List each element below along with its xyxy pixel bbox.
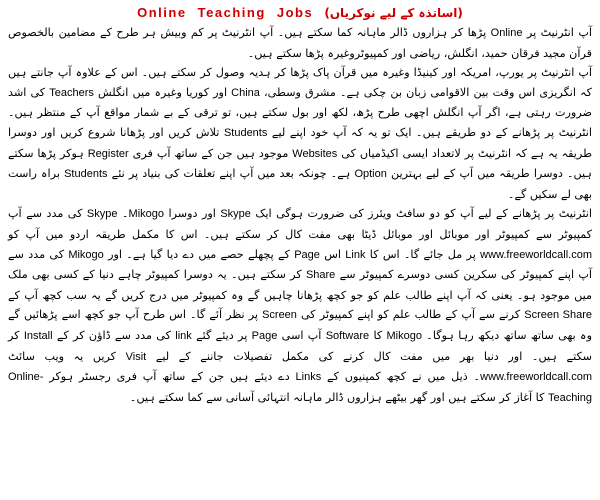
urdu-text: ہے۔ چونکہ بعد میں آپ اپنے تعلقات کی بنیاد پر نئے bbox=[107, 167, 355, 181]
english-term: Software bbox=[325, 329, 370, 342]
urdu-text: کریں یہ ویب سائٹ bbox=[8, 349, 126, 363]
english-term: Mikogo bbox=[128, 208, 164, 221]
urdu-text: کی مدد سے آپ اپنے کمپیوٹر کی سکرین کسی دوسرے کمپیوٹر سے bbox=[8, 247, 592, 282]
english-term: Teachers bbox=[49, 86, 94, 99]
urdu-text: کا آغاز کر سکتے ہیں اور گھر بیٹھے ہزاروں ڈالر ماہانہ انتہائی آسانی سے کما سکتے ہیں۔ bbox=[129, 390, 548, 404]
title-row bbox=[8, 2, 592, 22]
urdu-text: کا bbox=[369, 328, 387, 342]
english-term: Mikogo bbox=[386, 329, 422, 342]
urdu-text: کی مدد سے ڈاؤن کر کے bbox=[52, 328, 176, 342]
urdu-text: آپ اسی bbox=[277, 328, 326, 342]
title-english: Online Teaching Jobs bbox=[137, 5, 314, 20]
urdu-text: انٹرنیٹ پر پڑھانے کے لیے آپ کو دو سافٹ ویئرز کی ضرورت ہوگی ایک bbox=[250, 207, 592, 221]
english-term: www.freeworldcall.com bbox=[480, 248, 592, 261]
english-term: Install bbox=[23, 329, 53, 342]
urdu-text: پر دیئے گئے bbox=[191, 328, 252, 342]
urdu-text: پر نظر آئے گا۔ اس طرح آپ جو کچھ اسے پڑھائیں گے وہ بھی ساتھ ساتھ دیکھ رہا ہوگا۔ bbox=[8, 308, 592, 342]
english-term: Mikogo bbox=[68, 248, 104, 261]
english-term: Online-Teaching bbox=[8, 371, 592, 404]
urdu-text: ۔ bbox=[117, 207, 129, 221]
urdu-text: کر سکتے ہیں۔ یہ دوسرا کمپیوٹر چاہے دنیا کے کسی بھی ملک میں موجود ہو۔ یعنی کہ آپ اپنے طالب علم کو جو کچھ پڑھانا چاہیں گے وہ کمپیوٹر میں درج کریں گے یہ سب کچھ آپ کے bbox=[8, 268, 592, 302]
urdu-text: پڑھا کر ہزاروں ڈالر ماہانہ کما سکتے ہیں۔ آپ انٹرنیٹ پر کم وبیش ہر طرح کے مضامین بالخصوص قرآن مجید فرقان حمید، انگلش، ریاضی اور کمپیوٹروغیرہ پڑھا سکتے ہیں۔ bbox=[8, 26, 592, 60]
article-body bbox=[8, 23, 592, 408]
urdu-text: تلاش کریں اور پڑھانا شروع کریں اور دوسرا طریقہ یہ ہے کہ انٹرنیٹ پر لاتعداد ایسی اکیڈمیاں کی bbox=[8, 125, 592, 160]
english-term: Page bbox=[294, 248, 320, 261]
urdu-text: آپ انٹرنیٹ پر یورپ، امریکہ اور کینیڈا وغیرہ میں قرآن پاک پڑھا کر ہدیہ وصول کر سکتے ہیں۔ اس کے علاوہ آپ جانتے ہیں کہ انگریزی اس وقت بین الاقوامی زبان بن چکی ہے۔ مشرق وسطی، bbox=[8, 66, 592, 99]
urdu-text: کرنے سے آپ کے طالب علم کو اپنے کمپیوٹر کی bbox=[296, 308, 525, 322]
english-term: Visit bbox=[125, 350, 147, 363]
urdu-text: موجود ہیں جن کے ساتھ آپ فری bbox=[128, 146, 293, 160]
english-term: Skype bbox=[220, 208, 251, 221]
urdu-text: دے دیئے ہیں جن کے ساتھ آپ فری رجسٹر ہوکر bbox=[43, 370, 296, 384]
urdu-text: کی اشد ضرورت رہتی ہے، اگر آپ انگلش اچھی طرح پڑھ، لکھ اور بول سکتے ہیں، تو ترقی کے بے شمار مواقع آپ کے منتظر ہیں۔ انٹرنیٹ پر پڑھانے کے دو طریقے ہیں۔ ایک تو یہ کہ آپ خود اپنے لیے bbox=[8, 85, 592, 139]
english-term: Screen bbox=[262, 309, 297, 322]
english-term: Link bbox=[345, 248, 366, 261]
english-term: Page bbox=[251, 329, 278, 342]
english-term: China bbox=[231, 86, 260, 99]
english-term: Screen Share bbox=[524, 309, 592, 322]
english-term: Links bbox=[295, 371, 322, 384]
english-term: Skype bbox=[86, 208, 118, 221]
urdu-text: براہ راست بھی لے سکیں گے۔ bbox=[8, 167, 592, 201]
urdu-text: اس bbox=[319, 247, 346, 261]
english-term: Students bbox=[64, 168, 108, 181]
english-term: Share bbox=[305, 269, 336, 282]
title-urdu: (اساتذہ کے لیے نوکریاں) bbox=[324, 6, 463, 20]
paragraph-3 bbox=[8, 204, 592, 408]
english-term: Online bbox=[490, 27, 523, 39]
english-term: Websites bbox=[292, 147, 338, 160]
urdu-text: اور کوریا وغیرہ میں انگلش bbox=[93, 85, 232, 99]
urdu-text: کے پچھلے حصے میں دے دیا گیا ہے۔ اور bbox=[103, 247, 295, 261]
paragraph-1 bbox=[8, 23, 592, 63]
urdu-text: کی مدد سے آپ کمپیوٹر سے کمپیوٹر اور موبائل اور موبائل ڈیٹا بھی مفت کال کر سکتے ہیں۔ اس کا مکمل طریقہ اردو میں آپ کو bbox=[8, 207, 592, 241]
english-term: www.freeworldcall.com bbox=[480, 371, 592, 384]
english-term: Register bbox=[87, 147, 129, 160]
urdu-text: کر سکتے ہیں۔ اور دنیا بھر میں مفت کال کرنے کی مکمل تفصیلات جاننے کے لیے bbox=[8, 328, 593, 363]
english-term: Option bbox=[354, 168, 387, 181]
urdu-text: پر مل جائے گا۔ اس کا bbox=[365, 247, 481, 261]
urdu-text: ۔ ذیل میں نے کچھ کمپنیوں کے bbox=[321, 370, 481, 384]
urdu-text: اور دوسرا bbox=[164, 207, 221, 221]
english-term: link bbox=[175, 329, 192, 342]
urdu-text: ہوکر پڑھا سکتے ہیں۔ دوسرا طریقہ میں آپ کے لیے بہترین bbox=[8, 146, 592, 181]
urdu-text: آپ انٹرنیٹ پر bbox=[522, 26, 593, 39]
english-term: Students bbox=[223, 126, 268, 139]
paragraph-2 bbox=[8, 63, 592, 204]
